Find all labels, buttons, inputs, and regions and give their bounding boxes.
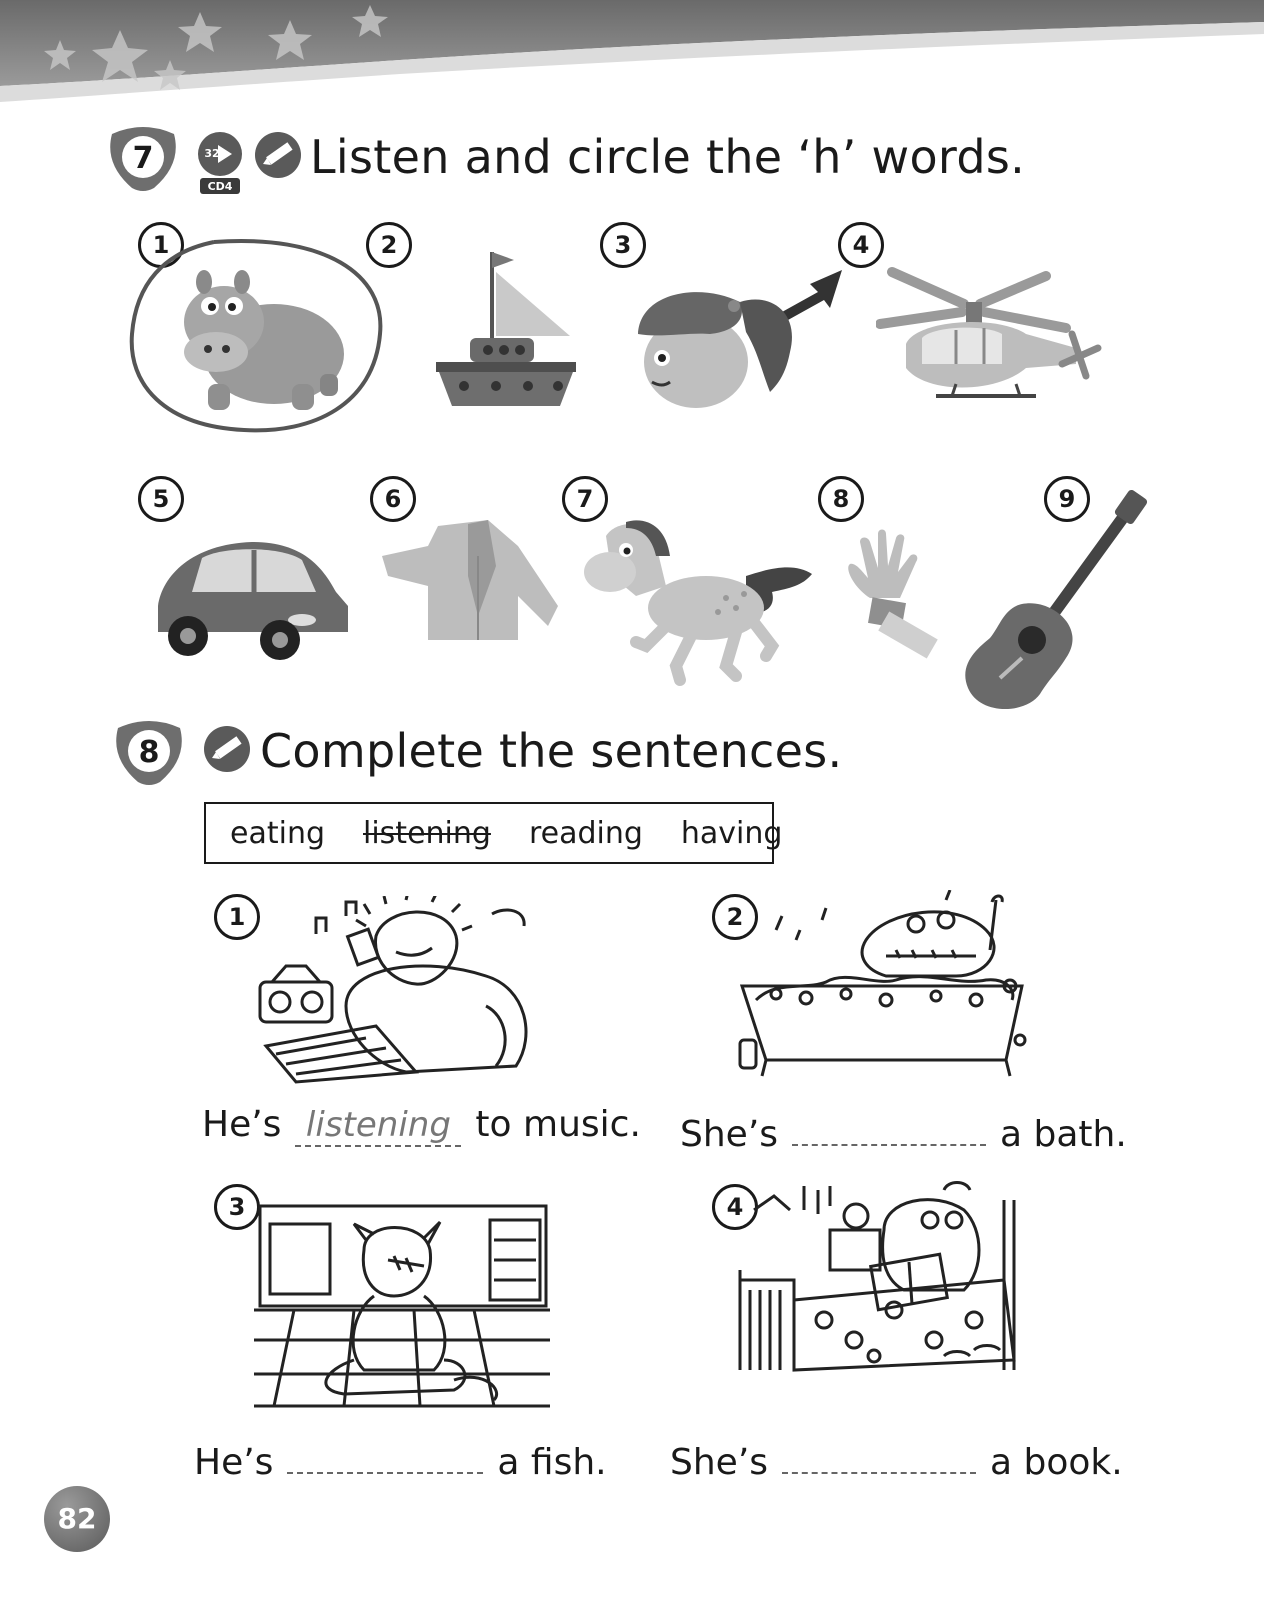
car-icon[interactable] bbox=[152, 536, 352, 660]
horse-icon[interactable] bbox=[576, 516, 814, 690]
cat-eating-fish-icon bbox=[254, 1200, 550, 1412]
item-number-6: 6 bbox=[370, 476, 416, 522]
sentence-2-subject: She’s bbox=[680, 1114, 779, 1155]
header-banner bbox=[0, 0, 1264, 110]
sentence-number-2: 2 bbox=[712, 894, 758, 940]
exercise-7-number: 7 bbox=[132, 141, 154, 176]
sentence-1-subject: He’s bbox=[202, 1104, 282, 1145]
sentence-number-3: 3 bbox=[214, 1184, 260, 1230]
sentence-2-rest: a bath. bbox=[1000, 1114, 1127, 1155]
word-bank-item: reading bbox=[528, 815, 643, 851]
track-number: 32 bbox=[204, 147, 220, 160]
sentence-2-blank[interactable] bbox=[792, 1104, 986, 1146]
sentence-3-subject: He’s bbox=[194, 1442, 274, 1483]
sentence-3-blank[interactable] bbox=[287, 1432, 483, 1474]
page-number: 82 bbox=[44, 1486, 110, 1552]
exercise-8-badge bbox=[110, 718, 188, 788]
sentence-4-rest: a book. bbox=[990, 1442, 1123, 1483]
jacket-icon[interactable] bbox=[378, 516, 574, 646]
item-number-7: 7 bbox=[562, 476, 608, 522]
item-number-4: 4 bbox=[838, 222, 884, 268]
sentence-number-4: 4 bbox=[712, 1184, 758, 1230]
item-number-2: 2 bbox=[366, 222, 412, 268]
hippo-icon[interactable] bbox=[124, 234, 386, 436]
pencil-icon bbox=[202, 724, 252, 774]
item-number-5: 5 bbox=[138, 476, 184, 522]
sentence-4-subject: She’s bbox=[670, 1442, 769, 1483]
word-bank-item-crossed: listening bbox=[363, 815, 491, 851]
word-bank-item: having bbox=[680, 815, 783, 851]
item-number-1: 1 bbox=[138, 222, 184, 268]
exercise-8-number: 8 bbox=[138, 735, 160, 770]
exercise-7-instruction: Listen and circle the ‘h’ words. bbox=[310, 130, 1026, 184]
lion-listening-music-icon bbox=[256, 896, 546, 1086]
sentence-2 bbox=[680, 1104, 1127, 1155]
sentence-4 bbox=[670, 1432, 1123, 1483]
sentence-3-rest: a fish. bbox=[497, 1442, 607, 1483]
sentence-number-1: 1 bbox=[214, 894, 260, 940]
item-number-3: 3 bbox=[600, 222, 646, 268]
sentence-4-blank[interactable] bbox=[782, 1432, 976, 1474]
word-bank bbox=[204, 802, 783, 864]
audio-track-icon bbox=[196, 130, 248, 196]
girl-hair-icon[interactable] bbox=[630, 262, 844, 412]
item-number-9: 9 bbox=[1044, 476, 1090, 522]
exercise-7-badge bbox=[104, 124, 182, 194]
hand-icon[interactable] bbox=[840, 528, 940, 664]
guitar-icon[interactable] bbox=[960, 488, 1156, 714]
helicopter-icon[interactable] bbox=[876, 264, 1106, 410]
boat-icon[interactable] bbox=[430, 246, 580, 412]
pencil-icon bbox=[253, 130, 303, 180]
word-bank-item: eating bbox=[230, 815, 325, 851]
hippo-reading-book-icon bbox=[734, 1180, 1024, 1380]
crocodile-bath-icon bbox=[736, 890, 1032, 1086]
cd-label: CD4 bbox=[207, 180, 233, 193]
exercise-8-instruction: Complete the sentences. bbox=[260, 724, 843, 778]
item-number-8: 8 bbox=[818, 476, 864, 522]
sentence-1-blank[interactable] bbox=[295, 1105, 461, 1147]
sentence-1 bbox=[202, 1104, 641, 1147]
sentence-1-rest: to music. bbox=[475, 1104, 641, 1145]
sentence-1-answer: listening bbox=[305, 1105, 451, 1145]
sentence-3 bbox=[194, 1432, 607, 1483]
